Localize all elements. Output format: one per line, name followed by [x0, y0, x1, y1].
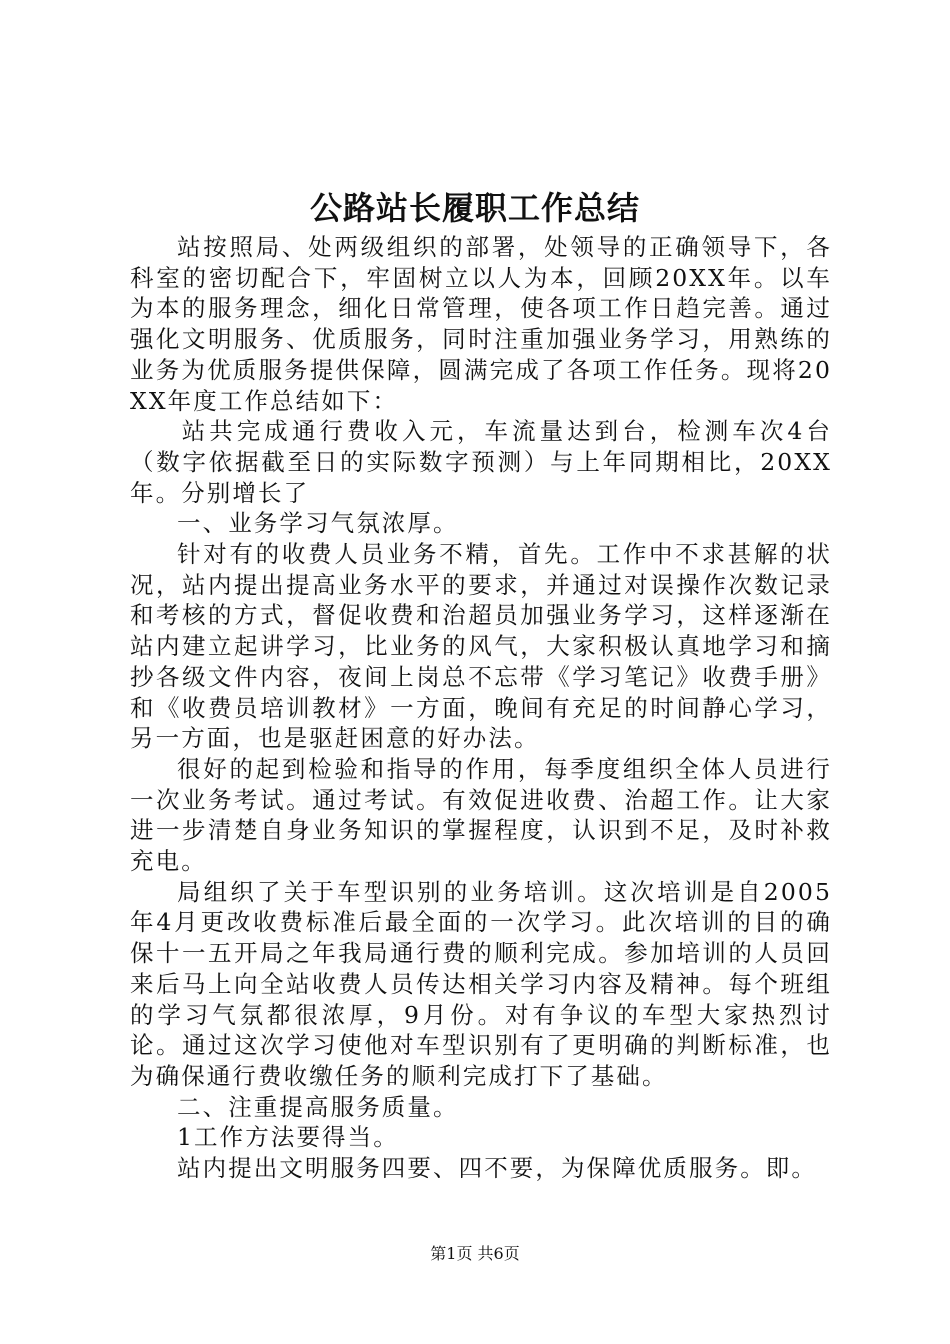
section-heading-2: 二、注重提高服务质量。 — [177, 1092, 459, 1121]
section-heading-1: 一、业务学习气氛浓厚。 — [177, 509, 459, 538]
paragraph-study: 针对有的收费人员业务不精，首先。工作中不求甚解的状况，站内提出提高业务水平的要求，并通过对误操作次数记录和考核的方式，督促收费和治超员加强业务学习，这样逐渐在站内建立起讲学习，比业务的风气，大家积极认真地学习和摘抄各级文件内容，夜间上岗总不忘带《学习笔记》收费手册》和《收费员培训教材》一方面，晚间有充足的时间静心学习，另一方面，也是驱赶困意的好办法。 — [130, 540, 832, 753]
paragraph-training: 局组织了关于车型识别的业务培训。这次培训是自2005年4月更改收费标准后最全面的一次学习。此次培训的目的确保十一五开局之年我局通行费的顺利完成。参加培训的人员回来后马上向全站收费人员传达相关学习内容及精神。每个班组的学习气氛都很浓厚，9月份。对有争议的车型大家热烈讨论。通过这次学习使他对车型识别有了更明确的判断标准，也为确保通行费收缴任务的顺利完成打下了基础。 — [130, 877, 832, 1090]
document-title: 公路站长履职工作总结 — [309, 189, 640, 227]
paragraph-statistics: 站共完成通行费收入元，车流量达到台，检测车次4台（数字依据截至日的实际数字预测）与上年同期相比，20XX年。分别增长了 — [130, 417, 832, 507]
page-footer: 第1页 共6页 — [430, 1244, 520, 1263]
paragraph-service: 站内提出文明服务四要、四不要，为保障优质服务。即。 — [177, 1154, 817, 1183]
document-body — [130, 232, 832, 1184]
subsection-heading-1: 1工作方法要得当。 — [177, 1123, 399, 1152]
paragraph-intro: 站按照局、处两级组织的部署，处领导的正确领导下，各科室的密切配合下，牢固树立以人为本，回顾20XX年。以车为本的服务理念，细化日常管理，使各项工作日趋完善。通过强化文明服务、优质服务，同时注重加强业务学习，用熟练的业务为优质服务提供保障，圆满完成了各项工作任务。现将20XX年度工作总结如下： — [130, 233, 832, 415]
paragraph-exam: 很好的起到检验和指导的作用，每季度组织全体人员进行一次业务考试。通过考试。有效促进收费、治超工作。让大家进一步清楚自身业务知识的掌握程度，认识到不足，及时补救充电。 — [130, 754, 832, 876]
